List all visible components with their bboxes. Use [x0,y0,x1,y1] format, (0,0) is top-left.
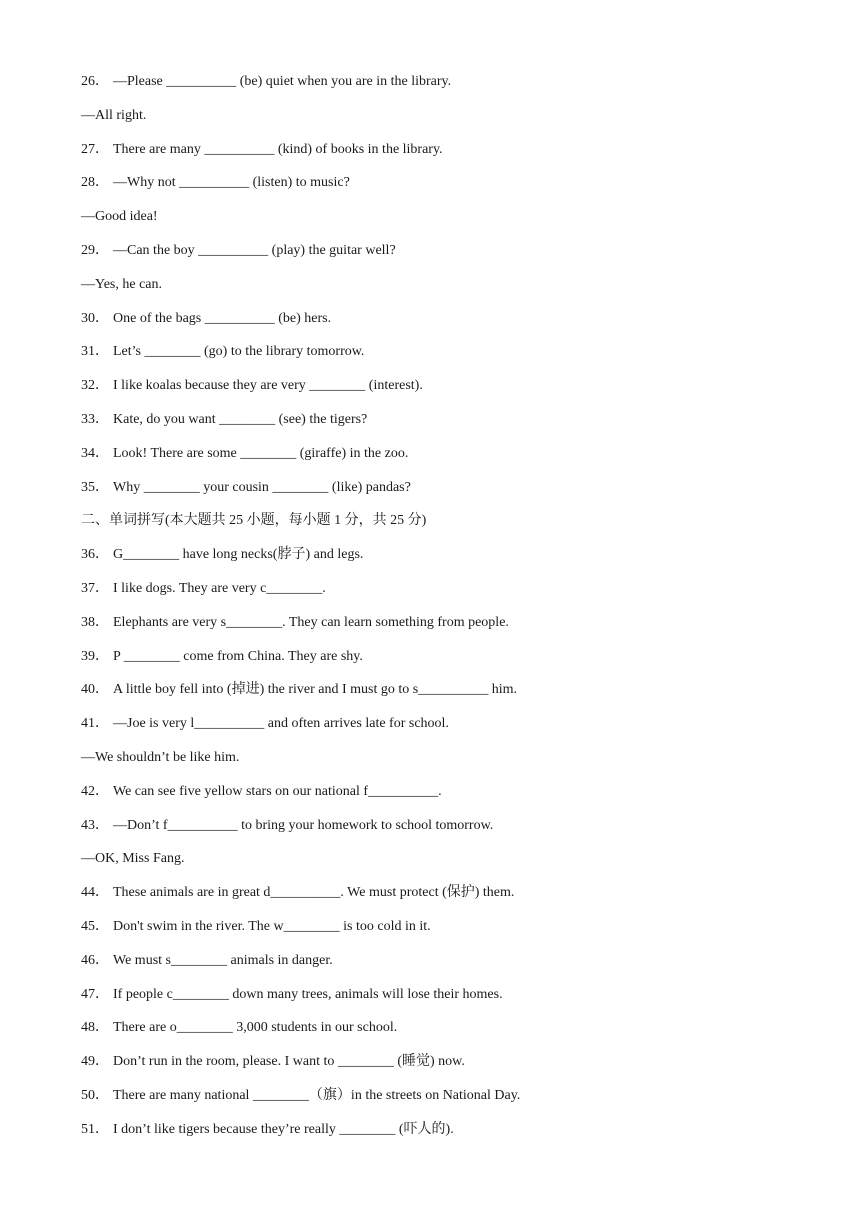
item-text: —Good idea! [81,209,158,225]
exercise-document [81,72,801,1154]
item-number: 29． [81,242,109,258]
item-number: 32． [81,378,109,394]
item-number: 28． [81,175,109,191]
exercise-item [81,342,801,376]
exercise-item [81,72,801,106]
item-number: 48． [81,1020,109,1036]
exercise-item [81,545,801,579]
item-text: We can see five yellow stars on our national f__________. [113,783,442,799]
item-number: 47． [81,986,109,1002]
item-text: Why ________ your cousin ________ (like) pandas? [113,479,411,495]
item-number: 43． [81,817,109,833]
item-number: 49． [81,1054,109,1070]
item-number: 40． [81,682,109,698]
item-text: I like dogs. They are very c________. [113,580,326,596]
exercise-item [81,309,801,343]
exercise-item [81,410,801,444]
item-text: Let’s ________ (go) to the library tomorrow. [113,344,365,360]
item-number: 41． [81,716,109,732]
item-number: 45． [81,918,109,934]
exercise-item [81,444,801,478]
item-text: —All right. [81,107,147,123]
exercise-item [81,1018,801,1052]
item-text: G________ have long necks(脖子) and legs. [113,547,364,563]
item-text: —We shouldn’t be like him. [81,749,240,765]
item-number: 34． [81,445,109,461]
item-text: We must s________ animals in danger. [113,952,333,968]
section-title: 二、单词拼写(本大题共 25 小题，每小题 1 分，共 25 分) [81,513,427,529]
exercise-item [81,951,801,985]
item-text: —OK, Miss Fang. [81,851,185,867]
item-text: —Don’t f__________ to bring your homework to school tomorrow. [113,817,494,833]
exercise-item [81,1052,801,1086]
item-text: There are many __________ (kind) of books in the library. [113,141,443,157]
exercise-item [81,478,801,512]
item-number: 42． [81,783,109,799]
exercise-item [81,241,801,275]
item-number: 44． [81,885,109,901]
exercise-item [81,173,801,207]
item-text: —Why not __________ (listen) to music? [113,175,350,191]
item-number: 31． [81,344,109,360]
exercise-item [81,917,801,951]
item-number: 37． [81,580,109,596]
exercise-item [81,1120,801,1154]
item-number: 36． [81,547,109,563]
item-text: Elephants are very s________. They can learn something from people. [113,614,509,630]
item-text: I like koalas because they are very ________ (interest). [113,378,423,394]
exercise-item [81,613,801,647]
dialogue-response [81,748,801,782]
exercise-item [81,782,801,816]
exercise-item [81,579,801,613]
exercise-item [81,647,801,681]
item-text: —Please __________ (be) quiet when you are in the library. [113,74,452,89]
item-text: Kate, do you want ________ (see) the tigers? [113,411,368,427]
exercise-item [81,883,801,917]
exercise-item [81,140,801,174]
dialogue-response [81,207,801,241]
item-text: There are many national ________（旗）in the streets on National Day. [113,1087,521,1103]
item-text: Look! There are some ________ (giraffe) in the zoo. [113,445,409,461]
item-number: 27． [81,141,109,157]
item-text: —Joe is very l__________ and often arrives late for school. [113,716,449,732]
item-number: 39． [81,648,109,664]
exercise-item [81,985,801,1019]
dialogue-response [81,849,801,883]
exercise-item [81,714,801,748]
item-text: P ________ come from China. They are shy. [113,648,363,664]
item-number: 26． [81,74,109,89]
item-number: 51． [81,1121,109,1137]
item-text: —Can the boy __________ (play) the guitar well? [113,242,396,258]
item-text: Don’t run in the room, please. I want to ________ (睡觉) now. [113,1054,465,1070]
item-text: These animals are in great d__________. We must protect (保护) them. [113,885,515,901]
item-number: 30． [81,310,109,326]
item-number: 46． [81,952,109,968]
item-text: Don't swim in the river. The w________ is too cold in it. [113,918,431,934]
item-number: 33． [81,411,109,427]
item-text: If people c________ down many trees, animals will lose their homes. [113,986,503,1002]
dialogue-response [81,275,801,309]
exercise-item [81,1086,801,1120]
dialogue-response [81,106,801,140]
exercise-item [81,376,801,410]
item-number: 50． [81,1087,109,1103]
section-heading [81,511,801,545]
item-text: One of the bags __________ (be) hers. [113,310,332,326]
exercise-item [81,680,801,714]
item-number: 35． [81,479,109,495]
exercise-item [81,816,801,850]
item-text: There are o________ 3,000 students in our school. [113,1020,398,1036]
item-number: 38． [81,614,109,630]
item-text: I don’t like tigers because they’re really ________ (吓人的). [113,1121,454,1137]
item-text: —Yes, he can. [81,276,163,292]
item-text: A little boy fell into (掉进) the river and I must go to s__________ him. [113,682,518,698]
